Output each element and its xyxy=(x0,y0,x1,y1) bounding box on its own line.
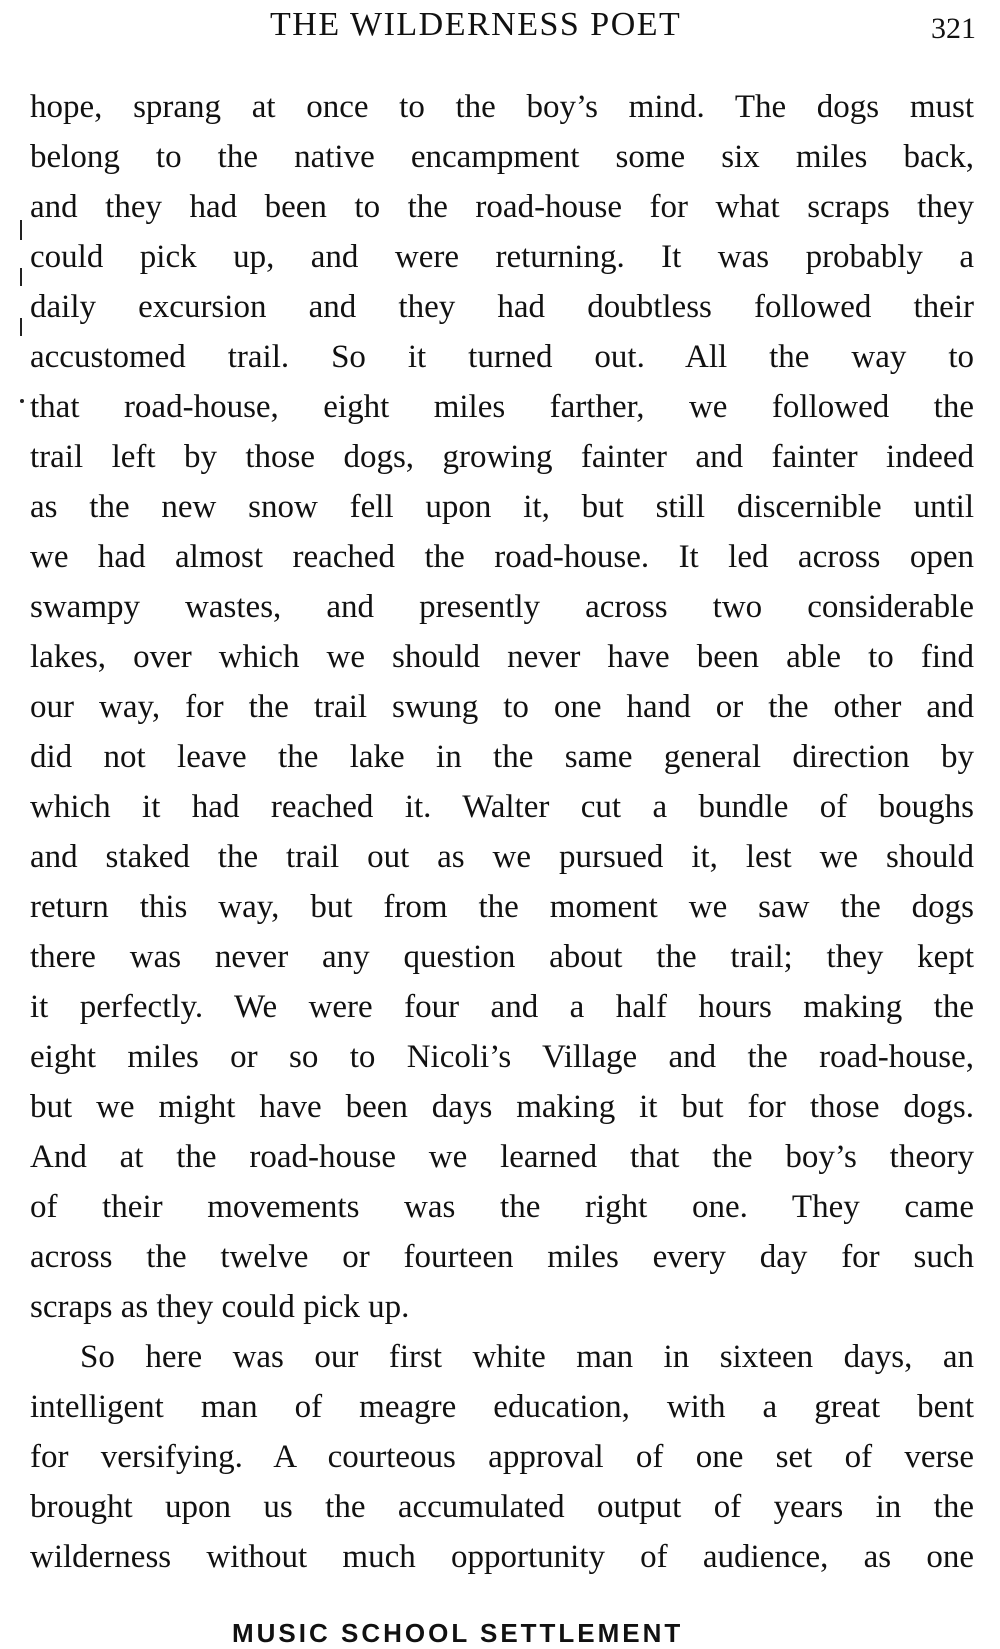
margin-mark xyxy=(20,399,24,403)
text-line: And at the road-house we learned that the boy’s theory xyxy=(30,1139,974,1175)
text-line: we had almost reached the road-house. It led across open xyxy=(30,539,974,575)
text-line: which it had reached it. Walter cut a bundle of boughs xyxy=(30,789,974,825)
running-title: THE WILDERNESS POET xyxy=(270,6,682,43)
text-line: could pick up, and were returning. It was probably a xyxy=(30,239,974,275)
text-line: wilderness without much opportunity of audience, as one xyxy=(30,1539,974,1575)
text-line: swampy wastes, and presently across two considerable xyxy=(30,589,974,625)
text-line: and they had been to the road-house for what scraps they xyxy=(30,189,974,225)
text-line: there was never any question about the trail; they kept xyxy=(30,939,974,975)
text-line: but we might have been days making it but for those dogs. xyxy=(30,1089,974,1125)
text-line: it perfectly. We were four and a half hours making the xyxy=(30,989,974,1025)
text-line: across the twelve or fourteen miles every day for such xyxy=(30,1239,974,1275)
text-line: trail left by those dogs, growing fainter and fainter indeed xyxy=(30,439,974,475)
text-line: eight miles or so to Nicoli’s Village and the road-house, xyxy=(30,1039,974,1075)
text-line: return this way, but from the moment we saw the dogs xyxy=(30,889,974,925)
text-line: lakes, over which we should never have been able to find xyxy=(30,639,974,675)
text-line: hope, sprang at once to the boy’s mind. The dogs must xyxy=(30,89,974,125)
text-line: did not leave the lake in the same general direction by xyxy=(30,739,974,775)
text-line: daily excursion and they had doubtless followed their xyxy=(30,289,974,325)
page-header xyxy=(0,6,1000,52)
page-number: 321 xyxy=(931,12,976,45)
text-line: of their movements was the right one. They came xyxy=(30,1189,974,1225)
body-text xyxy=(30,82,974,1582)
text-line: brought upon us the accumulated output of years in the xyxy=(30,1489,974,1525)
text-line: belong to the native encampment some six miles back, xyxy=(30,139,974,175)
text-line: as the new snow fell upon it, but still discernible until xyxy=(30,489,974,525)
text-line: accustomed trail. So it turned out. All the way to xyxy=(30,339,974,375)
text-line: our way, for the trail swung to one hand or the other and xyxy=(30,689,974,725)
text-line: intelligent man of meagre education, with a great bent xyxy=(30,1389,974,1425)
library-stamp: MUSIC SCHOOL SETTLEMENT xyxy=(232,1618,684,1648)
text-line: and staked the trail out as we pursued it, lest we should xyxy=(30,839,974,875)
text-line: that road-house, eight miles farther, we followed the xyxy=(30,389,974,425)
paragraph-start-line: So here was our first white man in sixteen days, an xyxy=(80,1339,974,1375)
margin-mark xyxy=(20,220,22,240)
margin-mark xyxy=(20,318,22,336)
text-line: for versifying. A courteous approval of one set of verse xyxy=(30,1439,974,1475)
margin-mark xyxy=(20,268,22,286)
paragraph-end-line: scraps as they could pick up. xyxy=(30,1289,410,1325)
